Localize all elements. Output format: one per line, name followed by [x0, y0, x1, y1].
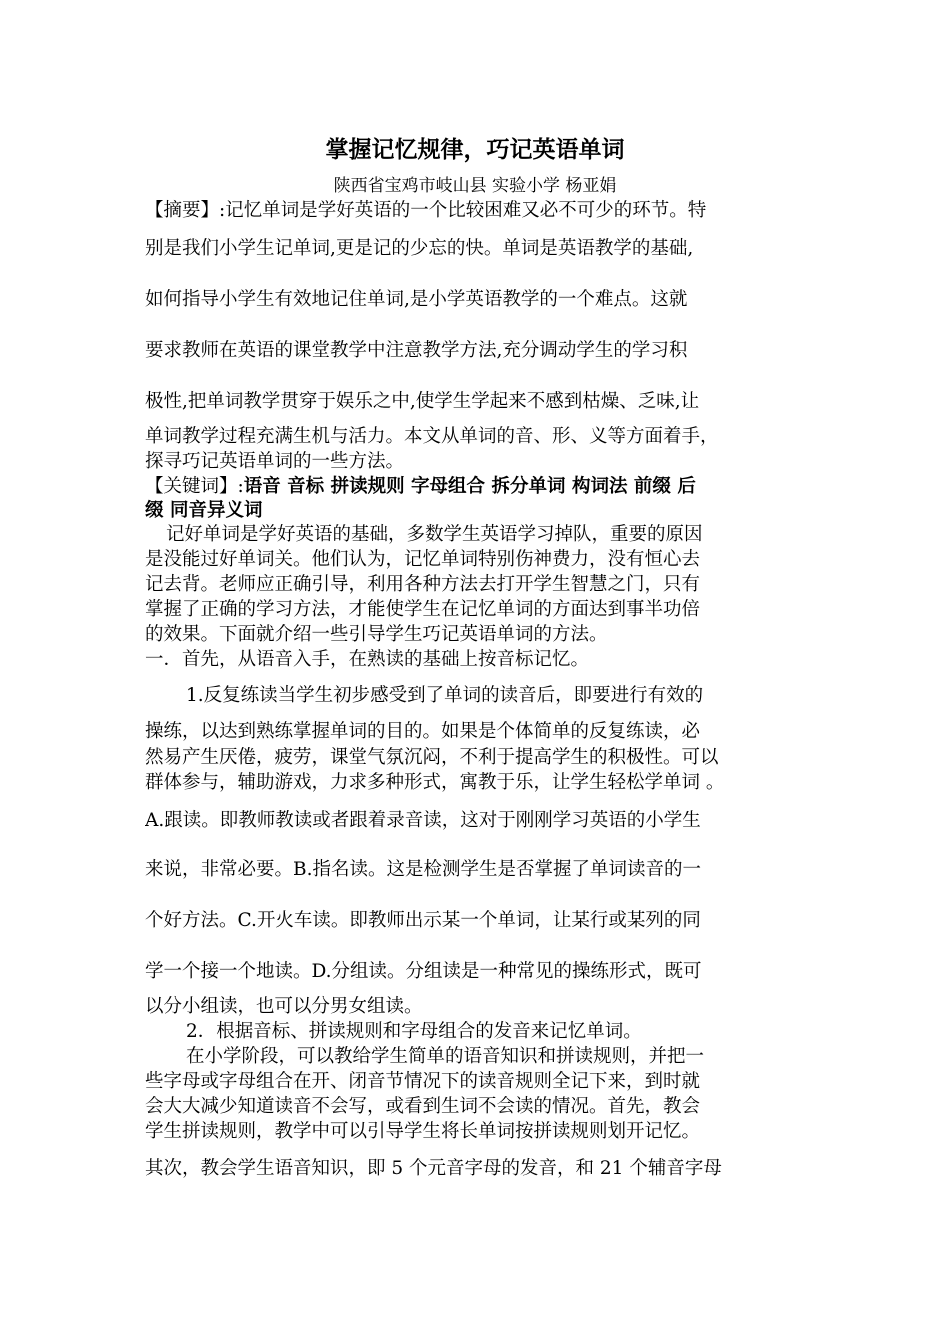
abstract-line: 单词教学过程充满生机与活力。本文从单词的音、形、义等方面着手， — [145, 426, 719, 447]
paragraph-line: 些字母或字母组合在开、闭音节情况下的读音规则全记下来，到时就 — [145, 1071, 701, 1092]
intro-line: 的效果。下面就介绍一些引导学生巧记英语单词的方法。 — [145, 624, 608, 645]
abstract-line: 探寻巧记英语单词的一些方法。 — [145, 451, 405, 472]
paragraph-line: 群体参与，辅助游戏，力求多种形式，寓教于乐，让学生轻松学单词 。 — [145, 772, 725, 793]
paragraph-line: A.跟读。即教师教读或者跟着录音读，这对于刚刚学习英语的小学生 — [145, 810, 701, 831]
intro-line: 记好单词是学好英语的基础，多数学生英语学习掉队，重要的原因 — [166, 524, 703, 545]
intro-line: 掌握了正确的学习方法，才能使学生在记忆单词的方面达到事半功倍 — [145, 599, 701, 620]
author-line: 陕西省宝鸡市岐山县 实验小学 杨亚娟 — [333, 176, 617, 196]
paragraph-line: 在小学阶段，可以教给学生简单的语音知识和拼读规则，并把一 — [186, 1046, 705, 1067]
paragraph-line: 以分小组读，也可以分男女组读。 — [145, 996, 423, 1017]
paragraph-line: 然易产生厌倦，疲劳，课堂气氛沉闷，不利于提高学生的积极性。可以 — [145, 747, 719, 768]
intro-line: 是没能过好单词关。他们认为，记忆单词特别伤神费力，没有恒心去 — [145, 549, 701, 570]
abstract-line: 极性,把单词教学贯穿于娱乐之中,使学生学起来不感到枯燥、乏味,让 — [145, 391, 700, 412]
paragraph-line: 学一个接一个地读。D.分组读。分组读是一种常见的操练形式，既可 — [145, 961, 702, 982]
abstract-line: 要求教师在英语的课堂教学中注意教学方法,充分调动学生的学习积 — [145, 340, 688, 361]
paragraph-line: 会大大减少知道读音不会写，或看到生词不会读的情况。首先，教会 — [145, 1096, 701, 1117]
paragraph-line: 操练，以达到熟练掌握单词的目的。如果是个体简单的反复练读，必 — [145, 721, 701, 742]
item-heading: 2．根据音标、拼读规则和字母组合的发音来记忆单词。 — [186, 1021, 642, 1042]
paragraph-line: 1.反复练读当学生初步感受到了单词的读音后，即要进行有效的 — [186, 685, 704, 706]
paragraph-line: 来说，非常必要。B.指名读。这是检测学生是否掌握了单词读音的一 — [145, 859, 701, 880]
paragraph-line: 个好方法。C.开火车读。即教师出示某一个单词，让某行或某列的同 — [145, 910, 701, 931]
abstract-line: 别是我们小学生记单词,更是记的少忘的快。单词是英语教学的基础, — [145, 238, 694, 259]
abstract-line: 【摘要】:记忆单词是学好英语的一个比较困难又必不可少的环节。特 — [145, 200, 707, 221]
keywords-line — [145, 474, 810, 500]
keywords-line: 缀 同音异义词 — [145, 500, 263, 521]
document-title: 掌握记忆规律，巧记英语单词 — [325, 136, 625, 163]
abstract-line: 如何指导小学生有效地记住单词,是小学英语教学的一个难点。这就 — [145, 289, 688, 310]
keywords-text: 语音 音标 拼读规则 字母组合 拆分单词 构词法 前缀 后 — [243, 476, 696, 497]
intro-line: 记去背。老师应正确引导，利用各种方法去打开学生智慧之门，只有 — [145, 574, 701, 595]
section-heading: 一．首先，从语音入手，在熟读的基础上按音标记忆。 — [145, 649, 590, 670]
paragraph-line: 其次，教会学生语音知识，即 5 个元音字母的发音，和 21 个辅音字母 — [145, 1158, 722, 1179]
keywords-label: 【关键词】: — [145, 476, 244, 497]
paragraph-line: 学生拼读规则，教学中可以引导学生将长单词按拼读规则划开记忆。 — [145, 1121, 701, 1142]
